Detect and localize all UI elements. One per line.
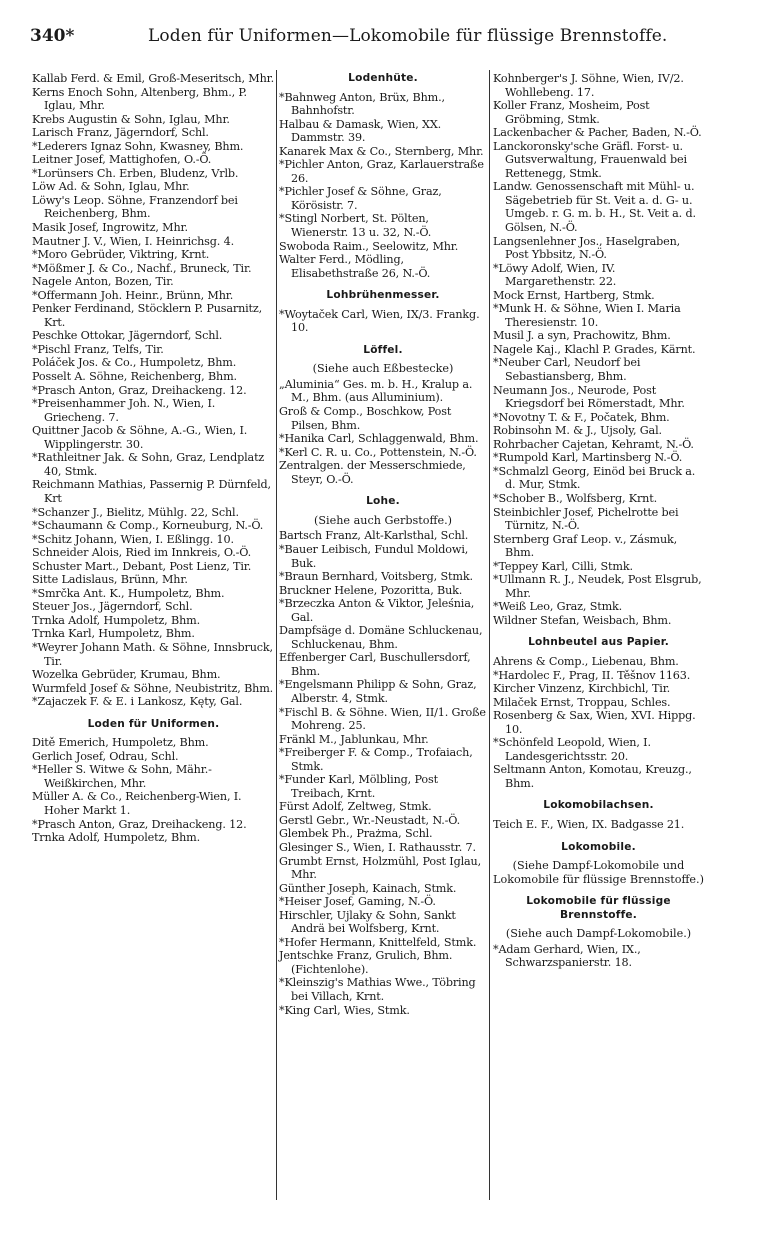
directory-entry: Nagele Anton, Bozen, Tir.: [32, 275, 174, 289]
directory-entry: *Kleinszig's Mathias Wwe., Töbring bei Villach, Krnt.: [279, 976, 476, 1003]
section-note: (Siehe Dampf-Lokomobile und Lokomobile für flüssige Brennstoffe.): [493, 859, 704, 886]
directory-entry: Reichmann Mathias, Passernig P. Dürnfeld, Krt: [32, 478, 271, 505]
directory-entry: Mautner J. V., Wien, I. Heinrichsg. 4.: [32, 234, 234, 248]
directory-entry: Kerns Enoch Sohn, Altenberg, Bhm., P. Iglau, Mhr.: [32, 85, 247, 113]
entry-list: [279, 378, 487, 486]
directory-entry: Rosenberg & Sax, Wien, XVI. Hippg. 10.: [493, 709, 696, 736]
directory-entry: Trnka Karl, Humpoletz, Bhm.: [32, 627, 195, 641]
directory-entry: *Woytaček Carl, Wien, IX/3. Frankg. 10.: [279, 307, 480, 335]
directory-entry: Sternberg Graf Leop. v., Zásmuk, Bhm.: [493, 532, 678, 560]
directory-entry: *Freiberger F. & Comp., Trofaiach, Stmk.: [279, 746, 473, 773]
directory-entry: *Neuber Carl, Neudorf bei Sebastiansberg, Bhm.: [493, 356, 641, 384]
directory-entry: *Funder Karl, Mölbling, Post Treibach, Krnt.: [279, 773, 438, 800]
directory-entry: Löwy's Leop. Söhne, Franzendorf bei Reichenberg, Bhm.: [32, 193, 238, 221]
directory-entry: Lackenbacher & Pacher, Baden, N.-Ö.: [493, 126, 702, 140]
directory-entry: *Rumpold Karl, Martinsberg N.-Ö.: [493, 451, 683, 465]
directory-entry: *Heiser Josef, Gaming, N.-Ö.: [279, 895, 436, 909]
directory-entry: Masik Josef, Ingrowitz, Mhr.: [32, 221, 188, 235]
directory-entry: Glembek Ph., Prażma, Schl.: [279, 827, 433, 841]
directory-entry: Landw. Genossenschaft mit Mühl- u. Sägebetrieb für St. Veit a. d. G- u. Umgeb. r. G. m. b. H., St. Veit a. d. Gölsen, N.-Ö.: [493, 180, 696, 235]
entry-list: [493, 655, 704, 790]
directory-entry: *Weyrer Johann Math. & Söhne, Innsbruck, Tir.: [32, 640, 273, 668]
directory-entry: Trnka Adolf, Humpoletz, Bhm.: [32, 831, 200, 845]
directory-entry: Groß & Comp., Boschkow, Post Pilsen, Bhm.: [279, 405, 452, 432]
directory-entry: *Moro Gebrüder, Viktring, Krnt.: [32, 248, 210, 262]
directory-entry: *Pichler Anton, Graz, Karlauerstraße 26.: [279, 158, 484, 185]
directory-entry: *Fischl B. & Söhne. Wien, II/1. Große Mohreng. 25.: [279, 705, 486, 733]
directory-entry: Schneider Alois, Ried im Innkreis, O.-Ö.: [32, 546, 252, 560]
directory-entry: Poláček Jos. & Co., Humpoletz, Bhm.: [32, 356, 237, 370]
directory-entry: Müller A. & Co., Reichenberg-Wien, I. Hoher Markt 1.: [32, 790, 242, 817]
directory-entry: Langsenlehner Jos., Haselgraben, Post Ybbsitz, N.-Ö.: [493, 234, 681, 262]
directory-entry: Löw Ad. & Sohn, Iglau, Mhr.: [32, 180, 190, 194]
page-title: Loden für Uniformen—Lokomobile für flüssige Brennstoffe.: [148, 26, 668, 46]
directory-entry: Mock Ernst, Hartberg, Stmk.: [493, 288, 655, 302]
directory-entry: *Löwy Adolf, Wien, IV. Margarethenstr. 22.: [493, 261, 617, 289]
directory-entry: Bruckner Helene, Pozoritta, Buk.: [279, 583, 463, 597]
directory-entry: *Bauer Leibisch, Fundul Moldowi, Buk.: [279, 542, 469, 570]
directory-entry: Grumbt Ernst, Holzmühl, Post Iglau, Mhr.: [279, 854, 481, 882]
directory-entry: Schuster Mart., Debant, Post Lienz, Tir.: [32, 559, 252, 573]
directory-entry: Bartsch Franz, Alt-Karlsthal, Schl.: [279, 529, 469, 543]
page-header: [30, 22, 730, 52]
directory-entry: *Teppey Karl, Cilli, Stmk.: [493, 559, 633, 573]
directory-entry: „Aluminia“ Ges. m. b. H., Kralup a. M., Bhm. (aus Alluminium).: [279, 377, 473, 405]
directory-entry: Glesinger S., Wien, I. Rathausstr. 7.: [279, 840, 476, 854]
directory-entry: Lanckoronsky'sche Gräfl. Forst- u. Gutsverwaltung, Frauenwald bei Rettenegg, Stmk.: [493, 139, 687, 180]
entry-list: [32, 72, 275, 709]
directory-entry: Gerlich Josef, Odrau, Schl.: [32, 749, 179, 763]
column-divider-1: [276, 70, 277, 1200]
directory-entry: Musil J. a syn, Prachowitz, Bhm.: [493, 329, 671, 343]
directory-entry: *Schober B., Wolfsberg, Krnt.: [493, 491, 657, 505]
directory-entry: *Schmalzl Georg, Einöd bei Bruck a. d. Mur, Stmk.: [493, 464, 696, 492]
directory-entry: Swoboda Raim., Seelowitz, Mhr.: [279, 239, 459, 253]
directory-entry: *Preisenhammer Joh. N., Wien, I. Griecheng. 7.: [32, 397, 216, 424]
directory-entry: Steuer Jos., Jägerndorf, Schl.: [32, 600, 193, 614]
section-heading-lohnbeutel: Lohnbeutel aus Papier.: [528, 636, 669, 649]
directory-entry: Steinbichler Josef, Pichelrotte bei Türnitz, N.-Ö.: [493, 505, 679, 533]
directory-entry: *Rathleitner Jak. & Sohn, Graz, Lendplatz 40, Stmk.: [32, 451, 265, 478]
directory-entry: *King Carl, Wies, Stmk.: [279, 1003, 410, 1017]
column-2: [279, 72, 487, 1017]
directory-entry: *Schitz Johann, Wien, I. Eßlingg. 10.: [32, 532, 234, 546]
directory-entry: *Smrčka Ant. K., Humpoletz, Bhm.: [32, 586, 225, 600]
entry-list: [32, 736, 275, 844]
directory-entry: Kanarek Max & Co., Sternberg, Mhr.: [279, 144, 484, 158]
directory-entry: Koller Franz, Mosheim, Post Gröbming, Stmk.: [493, 99, 650, 126]
directory-entry: Gerstl Gebr., Wr.-Neustadt, N.-Ö.: [279, 813, 461, 827]
directory-entry: Krebs Augustin & Sohn, Iglau, Mhr.: [32, 112, 230, 126]
directory-entry: *Weiß Leo, Graz, Stmk.: [493, 600, 623, 614]
directory-entry: Günther Joseph, Kainach, Stmk.: [279, 881, 457, 895]
section-note: (Siehe auch Eßbestecke): [312, 362, 454, 376]
directory-entry: Teich E. F., Wien, IX. Badgasse 21.: [493, 817, 685, 831]
section-heading-loden-fuer-uniformen: Loden für Uniformen.: [87, 717, 220, 730]
directory-entry: Peschke Ottokar, Jägerndorf, Schl.: [32, 329, 223, 343]
directory-entry: Hirschler, Ujlaky & Sohn, Sankt Andrä bei Wolfsberg, Krnt.: [279, 908, 456, 936]
directory-entry: *Brzeczka Anton & Viktor, Jeleśnia, Gal.: [279, 597, 475, 624]
entry-list: [279, 529, 487, 1017]
section-heading-lodenhuete: Lodenhüte.: [348, 72, 418, 84]
directory-entry: Halbau & Damask, Wien, XX. Dammstr. 39.: [279, 117, 442, 145]
directory-entry: Fränkl M., Jablunkau, Mhr.: [279, 732, 429, 746]
directory-entry: *Offermann Joh. Heinr., Brünn, Mhr.: [32, 288, 234, 302]
section-note: (Siehe auch Gerbstoffe.): [313, 513, 453, 527]
directory-entry: *Mößmer J. & Co., Nachf., Bruneck, Tir.: [32, 261, 252, 275]
directory-entry: Nagele Kaj., Klachl P. Grades, Kärnt.: [493, 342, 696, 356]
directory-entry: *Lederers Ignaz Sohn, Kwasney, Bhm.: [32, 139, 244, 153]
directory-entry: *Kerl C. R. u. Co., Pottenstein, N.-Ö.: [279, 445, 477, 459]
section-heading-lokomobile-fluessig: Lokomobile für flüssige Brennstoffe.: [526, 895, 671, 921]
directory-entry: Fürst Adolf, Zeltweg, Stmk.: [279, 800, 432, 814]
directory-entry: Wildner Stefan, Weisbach, Bhm.: [493, 613, 672, 627]
directory-entry: Milaček Ernst, Troppau, Schles.: [493, 695, 671, 709]
directory-entry: *Bahnweg Anton, Brüx, Bhm., Bahnhofstr.: [279, 90, 445, 118]
directory-entry: *Pischl Franz, Telfs, Tir.: [32, 342, 164, 356]
entry-list: [493, 72, 704, 627]
directory-entry: *Prasch Anton, Graz, Dreihackeng. 12.: [32, 817, 247, 831]
directory-entry: *Pichler Josef & Söhne, Graz, Körösistr. 7.: [279, 185, 442, 212]
directory-entry: Wozelka Gebrüder, Krumau, Bhm.: [32, 668, 221, 682]
directory-entry: *Lorünsers Ch. Erben, Bludenz, Vrlb.: [32, 166, 239, 180]
directory-entry: *Ullmann R. J., Neudek, Post Elsgrub, Mhr.: [493, 573, 702, 600]
section-heading-lokomobilachsen: Lokomobilachsen.: [543, 799, 654, 812]
directory-entry: *Schanzer J., Bielitz, Mühlg. 22, Schl.: [32, 505, 239, 519]
entry-list: [493, 943, 704, 970]
directory-entry: *Braun Bernhard, Voitsberg, Stmk.: [279, 570, 473, 584]
section-heading-lokomobile: Lokomobile.: [561, 840, 636, 853]
directory-entry: Robinsohn M. & J., Ujsoly, Gal.: [493, 424, 662, 438]
directory-entry: Posselt A. Söhne, Reichenberg, Bhm.: [32, 370, 237, 384]
directory-entry: Walter Ferd., Mödling, Elisabethstraße 26, N.-Ö.: [279, 253, 431, 280]
directory-entry: Dampfsäge d. Domäne Schluckenau, Schluckenau, Bhm.: [279, 624, 483, 651]
directory-entry: Kircher Vinzenz, Kirchbichl, Tir.: [493, 682, 671, 696]
directory-entry: Larisch Franz, Jägerndorf, Schl.: [32, 126, 209, 140]
section-heading-lohbruehenmesser: Lohbrühenmesser.: [326, 289, 440, 302]
directory-entry: Kallab Ferd. & Emil, Groß-Meseritsch, Mhr.: [32, 72, 275, 85]
directory-entry: Effenberger Carl, Buschullersdorf, Bhm.: [279, 651, 471, 678]
page-number: 340*: [30, 26, 75, 46]
directory-entry: *Munk H. & Söhne, Wien I. Maria Theresienstr. 10.: [493, 302, 681, 329]
directory-entry: *Schönfeld Leopold, Wien, I. Landesgerichtsstr. 20.: [493, 736, 651, 763]
directory-entry: *Stingl Norbert, St. Pölten, Wienerstr. 13 u. 32, N.-Ö.: [279, 212, 432, 240]
section-heading-loeffel: Löffel.: [363, 343, 403, 356]
directory-entry: Zentralgen. der Messerschmiede, Steyr, O.-Ö.: [279, 459, 466, 486]
directory-entry: *Novotny T. & F., Počatek, Bhm.: [493, 410, 670, 424]
directory-entry: *Heller S. Witwe & Sohn, Mähr.-Weißkirchen, Mhr.: [32, 763, 212, 790]
directory-entry: *Zajaczek F. & E. i Lankosz, Kęty, Gal.: [32, 695, 243, 709]
directory-entry: *Engelsmann Philipp & Sohn, Graz, Alberstr. 4, Stmk.: [279, 678, 477, 705]
directory-entry: Jentschke Franz, Grulich, Bhm. (Fichtenlohe).: [279, 949, 453, 976]
entry-list: [279, 91, 487, 281]
column-1: [32, 72, 275, 845]
directory-entry: *Schaumann & Comp., Korneuburg, N.-Ö.: [32, 519, 264, 533]
entry-list: [279, 308, 487, 335]
entry-list: [493, 818, 704, 832]
directory-entry: *Hardolec F., Prag, II. Těšnov 1163.: [493, 668, 691, 682]
directory-entry: *Hanika Carl, Schlaggenwald, Bhm.: [279, 432, 479, 446]
directory-entry: Neumann Jos., Neurode, Post Kriegsdorf bei Römerstadt, Mhr.: [493, 383, 685, 411]
directory-entry: Kohnberger's J. Söhne, Wien, IV/2. Wohllebeng. 17.: [493, 72, 684, 99]
column-divider-2: [489, 70, 490, 1200]
directory-entry: Trnka Adolf, Humpoletz, Bhm.: [32, 613, 200, 627]
directory-entry: *Adam Gerhard, Wien, IX., Schwarzspanierstr. 18.: [493, 942, 641, 970]
directory-entry: Quittner Jacob & Söhne, A.-G., Wien, I. Wipplingerstr. 30.: [32, 424, 248, 451]
column-3: [493, 72, 704, 970]
directory-entry: Leitner Josef, Mattighofen, O.-Ö.: [32, 153, 212, 167]
directory-entry: *Hofer Hermann, Knittelfeld, Stmk.: [279, 935, 477, 949]
directory-entry: *Prasch Anton, Graz, Dreihackeng. 12.: [32, 383, 247, 397]
directory-entry: Ahrens & Comp., Liebenau, Bhm.: [493, 654, 679, 668]
section-note: (Siehe auch Dampf-Lokomobile.): [505, 927, 692, 941]
directory-entry: Wurmfeld Josef & Söhne, Neubistritz, Bhm.: [32, 681, 274, 695]
directory-entry: Ditě Emerich, Humpoletz, Bhm.: [32, 736, 209, 750]
directory-entry: Seltmann Anton, Komotau, Kreuzg., Bhm.: [493, 763, 692, 790]
section-heading-lohe: Lohe.: [366, 495, 400, 508]
directory-entry: Penker Ferdinand, Stöcklern P. Pusarnitz, Krt.: [32, 302, 263, 329]
directory-entry: Sitte Ladislaus, Brünn, Mhr.: [32, 573, 188, 587]
directory-entry: Rohrbacher Cajetan, Kehramt, N.-Ö.: [493, 437, 694, 451]
